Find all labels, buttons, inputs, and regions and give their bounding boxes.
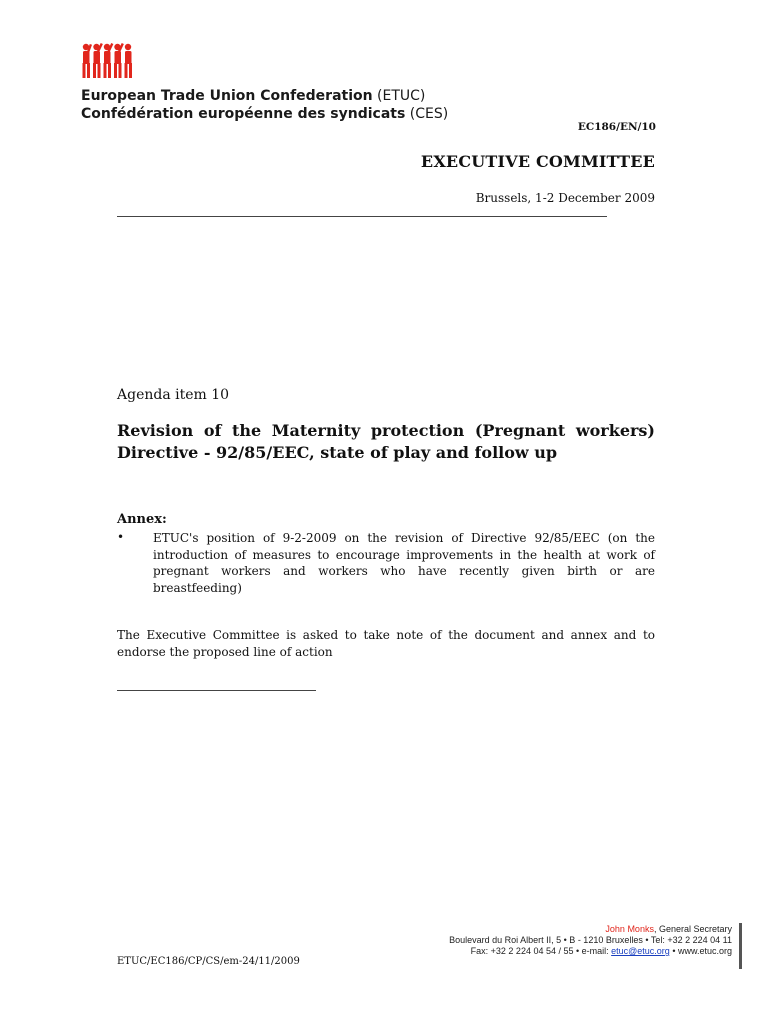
- email-link[interactable]: etuc@etuc.org: [611, 946, 670, 956]
- org-abbr-fr: (CES): [409, 106, 449, 122]
- annex-heading: Annex:: [117, 512, 167, 527]
- body-divider: [117, 690, 316, 691]
- contact-fax: Fax: +32 2 224 04 54 / 55 • e-mail:: [470, 946, 612, 956]
- etuc-logo-icon: [81, 42, 133, 80]
- document-title: Revision of the Maternity protection (Pregnant workers) Directive - 92/85/EEC, state of play and follow up: [117, 421, 655, 462]
- document-reference: EC186/EN/10: [577, 121, 656, 133]
- committee-heading: EXECUTIVE COMMITTEE: [420, 152, 655, 171]
- contact-block: [352, 924, 732, 957]
- org-name-en-text: European Trade Union Confederation: [81, 88, 373, 104]
- contact-web: • www.etuc.org: [669, 946, 732, 956]
- footer-reference: ETUC/EC186/CP/CS/em-24/11/2009: [117, 956, 300, 967]
- org-name-fr-text: Confédération européenne des syndicats: [81, 106, 406, 122]
- org-name-en: [81, 88, 425, 104]
- place-date: Brussels, 1-2 December 2009: [475, 191, 655, 205]
- org-abbr-en: (ETUC): [377, 88, 426, 104]
- contact-name: John Monks: [605, 924, 654, 934]
- contact-fax-line: [352, 946, 732, 957]
- contact-person: [352, 924, 732, 935]
- org-name-fr: [81, 106, 448, 122]
- executive-request-text: The Executive Committee is asked to take note of the document and annex and to endorse the proposed line of action: [117, 628, 655, 659]
- contact-address: Boulevard du Roi Albert II, 5 • B - 1210 Bruxelles • Tel: +32 2 224 04 11: [449, 935, 732, 945]
- header-divider: [117, 216, 607, 217]
- bullet-icon: •: [117, 530, 125, 544]
- contact-title: , General Secretary: [653, 924, 732, 934]
- annex-item-text: ETUC's position of 9-2-2009 on the revision of Directive 92/85/EEC (on the introduction of measures to encourage improvements in the health at work of pregnant workers and workers who have recently given birth or are breastfeeding): [153, 531, 655, 595]
- agenda-item: Agenda item 10: [117, 387, 230, 403]
- footer-side-bar: [739, 923, 742, 969]
